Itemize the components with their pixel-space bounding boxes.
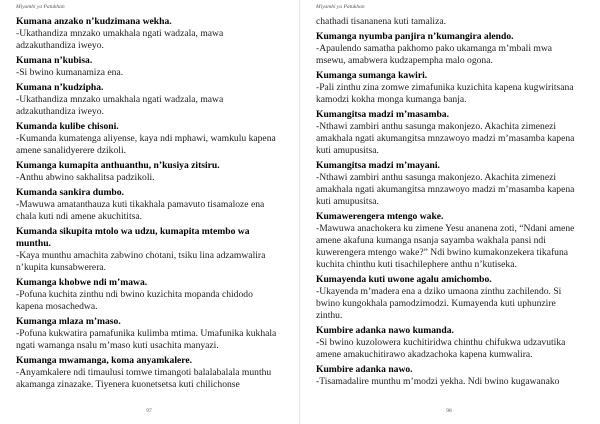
proverb-entry <box>16 277 282 313</box>
proverb-explanation: -Ukathandiza mnzako umakhala ngati wadzala, mawa adzakuthandiza iweyo. <box>16 94 224 117</box>
left-page-body <box>16 16 282 394</box>
right-page-number: 98 <box>446 408 452 414</box>
proverb-explanation: -Tisamadalire munthu m’modzi yekha. Ndi bwino kugawanako <box>316 376 560 387</box>
proverb-explanation: -Kaya munthu amachita zabwino chotani, tsiku lina adzamwalira n’kupita kunsabwerera. <box>16 250 266 273</box>
proverb-explanation: -Nthawi zambiri anthu sasunga makonjezo. Akachita zimenezi amakhala ngati akumangitsa mnzawoyo madzi m’masamba kapena kuti amupusitsa. <box>316 172 575 207</box>
proverb-explanation: -Nthawi zambiri anthu sasunga makonjezo. Akachita zimenezi amakhala ngati akumangitsa mnzawoyo madzi m’masamba kapena kuti amupusitsa. <box>316 121 575 156</box>
proverb-heading: Kumana n’kudzipha. <box>16 82 104 93</box>
proverb-heading: Kumanda sikupita mtolo wa udzu, kumapita mtembo wa munthu. <box>16 226 250 249</box>
proverb-heading: Kumanda kulibe chisoni. <box>16 121 119 132</box>
proverb-explanation: -Apaulendo samatha pakhomo pako ukamanga m’mbali mwa msewu, amabwera kudzapempha malo ogona. <box>316 43 553 66</box>
proverb-heading: Kumana anzako n’kudzimana wekha. <box>16 16 172 27</box>
proverb-explanation: -Pofuna kuchita zinthu ndi bwino kuzichita mopanda chidodo kapena mosachedwa. <box>16 289 253 312</box>
proverb-entry <box>16 316 282 352</box>
proverb-entry <box>16 226 282 274</box>
proverb-entry <box>16 121 282 157</box>
proverb-explanation: -Kumanda kumatenga aliyense, kaya ndi mphawi, wamkulu kapena amene sanalidyerere dzikoli. <box>16 133 276 156</box>
left-page-number: 97 <box>146 408 152 414</box>
right-running-head: Miyambi ya Patukhan <box>316 4 365 10</box>
proverb-entry <box>16 16 282 52</box>
proverb-heading: Kumanga kumapita anthuanthu, n’kusiya zitsiru. <box>16 160 220 171</box>
proverb-explanation: -Si bwino kuzolowera kuchitiridwa chinthu chifukwa udzavutika amene amakuchitirawo akadzachoka kapena kumwalira. <box>316 337 566 360</box>
proverb-heading: Kumbire adanka nawo kumanda. <box>316 325 454 336</box>
proverb-entry <box>316 70 582 106</box>
right-page <box>300 0 582 424</box>
proverb-entry <box>16 55 282 79</box>
proverb-heading: Kumanga nyumba panjira n’kumangira alendo. <box>316 31 514 42</box>
proverb-explanation: -Anthu abwino sakhalitsa padzikoli. <box>16 172 155 183</box>
left-page <box>0 0 282 424</box>
proverb-heading: Kumanga mwamanga, koma anyamkalere. <box>16 355 192 366</box>
proverb-entry <box>316 211 582 271</box>
proverb-heading: Kumayenda kuti uwone agalu amichombo. <box>316 274 492 285</box>
proverb-explanation: chathadi tisananena kuti tamaliza. <box>316 16 446 27</box>
proverb-entry <box>16 187 282 223</box>
proverb-entry <box>16 82 282 118</box>
proverb-explanation: -Mawuwa amatanthauza kuti tikakhala pamavuto tisamaloze ena chala kuti ndi amene akuchititsa. <box>16 199 265 222</box>
proverb-entry <box>316 274 582 322</box>
proverb-explanation: -Si bwino kumanamiza ena. <box>16 67 124 78</box>
proverb-explanation: -Ukathandiza mnzako umakhala ngati wadzala, mawa adzakuthandiza iweyo. <box>16 28 224 51</box>
proverb-entry <box>16 355 282 391</box>
left-running-head: Miyambi ya Patukhan <box>16 4 65 10</box>
right-page-body <box>316 16 582 391</box>
proverb-entry <box>16 160 282 184</box>
proverb-heading: Kumana n’kubisa. <box>16 55 93 66</box>
proverb-explanation: -Ukayenda m’madera ena a dziko umaona zinthu zachilendo. Si bwino kungokhala pamodzimodzi. Kumayenda kuti uphunzire zinthu. <box>316 286 562 321</box>
proverb-heading: Kumawerengera mtengo wake. <box>316 211 444 222</box>
proverb-heading: Kumangitsa madzi m’mayani. <box>316 160 440 171</box>
proverb-heading: Kumanga khobwe ndi m’mawa. <box>16 277 148 288</box>
proverb-explanation: -Pali zinthu zina zomwe zimafunika kuzichita kapena kugwiritsana kamodzi kokha monga kumanga banja. <box>316 82 574 105</box>
proverb-entry <box>316 16 582 28</box>
proverb-explanation: -Pofuna kukwatira pamafunika kulimba mtima. Umafunika kukhala ngati wamanga nsalu m’maso kuti usachita manyazi. <box>16 328 277 351</box>
proverb-heading: Kumbire adanka nawo. <box>316 364 413 375</box>
proverb-heading: Kumanda sankira dumbo. <box>16 187 124 198</box>
proverb-heading: Kumangitsa madzi m’masamba. <box>316 109 449 120</box>
proverb-entry <box>316 160 582 208</box>
proverb-explanation: -Mawuwa anachokera ku zimene Yesu ananena zoti, “Ndani amene amene akafuna kumanga nsanja sayamba wakhala pansi ndi kuwerengera mtengo wake?” Ndi bwino kumakonzekera tikafuna kuchita chinthu kuti tisachilephere anthu n’kutiseka. <box>316 223 575 270</box>
proverb-entry <box>316 325 582 361</box>
proverb-explanation: -Anyamkalere ndi timaulusi tomwe timangoti balalabalala munthu akamanga zinazake. Tiyenera kuonetsetsa kuti chilichonse <box>16 367 272 390</box>
proverb-entry <box>316 31 582 67</box>
proverb-entry <box>316 364 582 388</box>
proverb-heading: Kumanga mlaza m’maso. <box>16 316 121 327</box>
proverb-heading: Kumanga sumanga kawiri. <box>316 70 428 81</box>
proverb-entry <box>316 109 582 157</box>
